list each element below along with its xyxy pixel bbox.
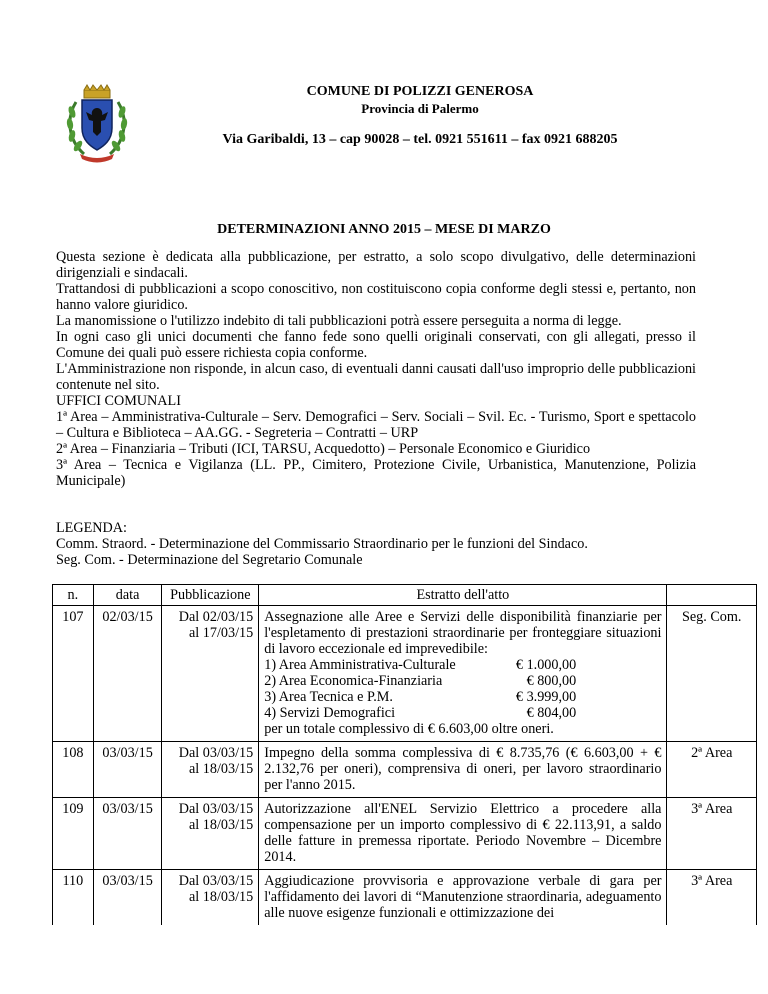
cell-date: 03/03/15	[93, 742, 162, 798]
cell-excerpt: Autorizzazione all'ENEL Servizio Elettrico a procedere alla compensazione per un importo complessivo di € 22.113,91, a saldo delle fatture in premessa riportate. Periodo Novembre – Dicembre 2014.	[259, 798, 667, 870]
publication-to: al 18/03/15	[188, 889, 254, 905]
intro-section	[56, 249, 696, 489]
office-area-3: 3ª Area – Tecnica e Vigilanza (LL. PP., Cimitero, Protezione Civile, Urbanistica, Manutenzione, Polizia Municipale)	[56, 457, 696, 489]
amount-label: 2) Area Economica-Finanziaria	[264, 673, 443, 689]
cell-number: 107	[53, 606, 94, 742]
table-row	[53, 870, 757, 926]
cell-publication	[162, 742, 259, 798]
cell-date: 03/03/15	[93, 870, 162, 926]
intro-paragraph: La manomissione o l'utilizzo indebito di tali pubblicazioni potrà essere perseguita a norma di legge.	[56, 313, 622, 329]
col-header-date: data	[93, 585, 162, 606]
publication-from: Dal 03/03/15	[178, 801, 254, 817]
amount-label: 1) Area Amministrativa-Culturale	[264, 657, 456, 673]
table-header-row	[53, 585, 757, 606]
cell-publication	[162, 606, 259, 742]
intro-paragraph: Trattandosi di pubblicazioni a scopo conoscitivo, non costituiscono copia conforme degli stessi e, pertanto, non hanno valore giuridico.	[56, 281, 696, 313]
publication-from: Dal 03/03/15	[178, 745, 254, 761]
excerpt-text: Assegnazione alle Aree e Servizi delle disponibilità finanziarie per l'espletamento di prestazioni straordinarie per fronteggiare situazioni di lavoro eccezionale ed imprevedibile:	[264, 609, 662, 657]
legend-item: Seg. Com. - Determinazione del Segretario Comunale	[56, 552, 363, 568]
document-title: DETERMINAZIONI ANNO 2015 – MESE DI MARZO	[217, 222, 551, 237]
cell-number: 108	[53, 742, 94, 798]
amount-line	[264, 705, 661, 721]
publication-to: al 18/03/15	[188, 817, 254, 833]
cell-area: 3ª Area	[667, 870, 757, 926]
cell-excerpt: Impegno della somma complessiva di € 8.735,76 (€ 6.603,00 + € 2.132,76 per oneri), comprensiva di oneri, per lavoro straordinario per l'anno 2015.	[259, 742, 667, 798]
amount-line	[264, 689, 661, 705]
col-header-number: n.	[53, 585, 94, 606]
amount-line	[264, 673, 661, 689]
publication-from: Dal 03/03/15	[178, 873, 254, 889]
table-row	[53, 742, 757, 798]
office-area-1: 1ª Area – Amministrativa-Culturale – Serv. Demografici – Serv. Sociali – Svil. Ec. - Turismo, Sport e spettacolo – Cultura e Biblioteca – AA.GG. - Segreteria – Contratti – URP	[56, 409, 696, 441]
table-row	[53, 798, 757, 870]
cell-date: 03/03/15	[93, 798, 162, 870]
legend-item: Comm. Straord. - Determinazione del Commissario Straordinario per le funzioni del Sindaco.	[56, 536, 588, 552]
offices-heading: UFFICI COMUNALI	[56, 393, 181, 409]
municipality-address: Via Garibaldi, 13 – cap 90028 – tel. 0921 551611 – fax 0921 688205	[222, 132, 618, 147]
cell-area: 3ª Area	[667, 798, 757, 870]
municipal-crest-icon	[62, 84, 132, 164]
legend-title: LEGENDA:	[56, 520, 127, 536]
intro-paragraph: Questa sezione è dedicata alla pubblicazione, per estratto, a solo scopo divulgativo, delle determinazioni dirigenziali e sindacali.	[56, 249, 696, 281]
col-header-excerpt: Estratto dell'atto	[259, 585, 667, 606]
amount-value: € 1.000,00	[515, 657, 577, 673]
cell-date: 02/03/15	[93, 606, 162, 742]
amount-label: 4) Servizi Demografici	[264, 705, 396, 721]
amount-value: € 804,00	[526, 705, 577, 721]
intro-paragraph: In ogni caso gli unici documenti che fanno fede sono quelli originali conservati, con gli allegati, presso il Comune dei quali può essere richiesta copia conforme.	[56, 329, 696, 361]
publication-from: Dal 02/03/15	[178, 609, 254, 625]
municipality-name: COMUNE DI POLIZZI GENEROSA	[306, 84, 534, 99]
cell-excerpt: Aggiudicazione provvisoria e approvazione verbale di gara per l'affidamento dei lavori di “Manutenzione straordinaria, adeguamento alle nuove esigenze funzionali e ottimizzazione dei	[259, 870, 667, 926]
excerpt-total: per un totale complessivo di € 6.603,00 oltre oneri.	[264, 721, 554, 737]
province-name: Provincia di Palermo	[361, 101, 479, 116]
cell-number: 110	[53, 870, 94, 926]
intro-paragraph: L'Amministrazione non risponde, in alcun caso, di eventuali danni causati dall'uso improprio delle pubblicazioni contenute nel sito.	[56, 361, 696, 393]
col-header-publication: Pubblicazione	[162, 585, 259, 606]
amount-label: 3) Area Tecnica e P.M.	[264, 689, 393, 705]
amount-value: € 3.999,00	[515, 689, 577, 705]
amount-value: € 800,00	[526, 673, 577, 689]
cell-area: 2ª Area	[667, 742, 757, 798]
cell-publication	[162, 870, 259, 926]
cell-area: Seg. Com.	[667, 606, 757, 742]
publication-to: al 17/03/15	[188, 625, 254, 641]
col-header-area	[667, 585, 757, 606]
legend-section	[56, 520, 696, 568]
cell-publication	[162, 798, 259, 870]
cell-number: 109	[53, 798, 94, 870]
cell-excerpt	[259, 606, 667, 742]
publication-to: al 18/03/15	[188, 761, 254, 777]
table-row	[53, 606, 757, 742]
determinations-table	[52, 584, 757, 925]
amount-line	[264, 657, 661, 673]
office-area-2: 2ª Area – Finanziaria – Tributi (ICI, TARSU, Acquedotto) – Personale Economico e Giuridico	[56, 441, 591, 457]
